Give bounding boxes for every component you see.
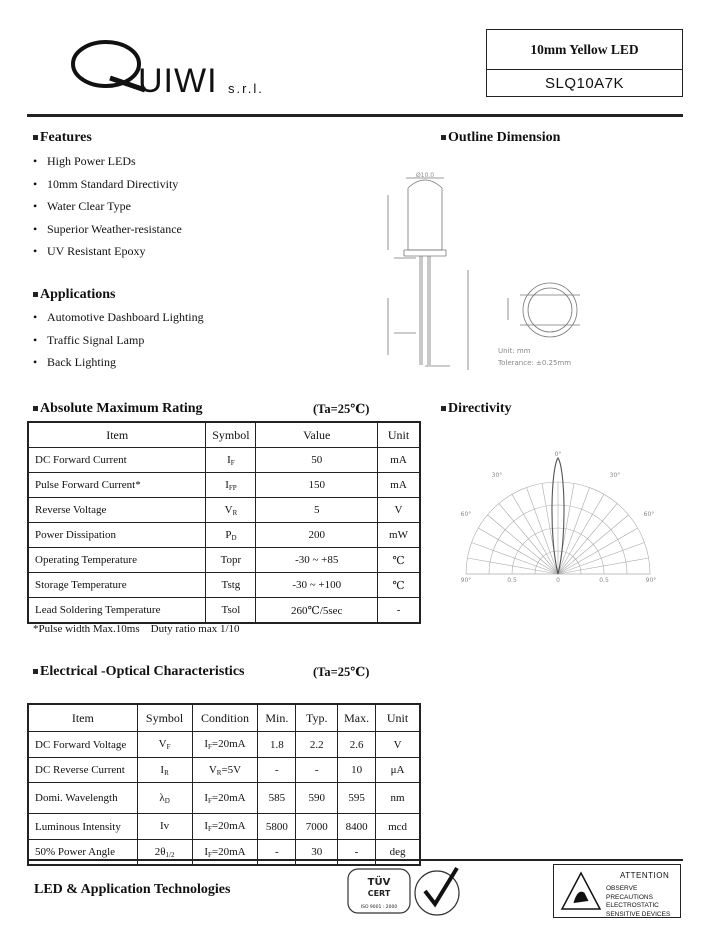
- table-row: [29, 840, 420, 865]
- list-item: • Automotive Dashboard Lighting: [33, 310, 204, 324]
- cell-item: Pulse Forward Current*: [29, 473, 206, 498]
- cell-unit: deg: [376, 840, 420, 865]
- cell-typ: 30: [296, 840, 338, 865]
- table-row: [29, 573, 420, 598]
- table-row: [29, 814, 420, 840]
- cell-symbol: $2\theta_{1/2}$: [137, 840, 192, 865]
- section-bullet-icon: [33, 135, 38, 140]
- cell-typ: 590: [296, 783, 338, 814]
- angle-label: 60°: [643, 511, 655, 518]
- cell-unit: mcd: [376, 814, 420, 840]
- cell-symbol: $I_F$: [206, 448, 256, 473]
- attention-line: OBSERVE PRECAUTIONS: [606, 885, 653, 901]
- cell-max: 8400: [338, 814, 376, 840]
- cell-max: -: [338, 840, 376, 865]
- list-item: • UV Resistant Epoxy: [33, 244, 146, 258]
- cell-symbol: $V_R$: [206, 498, 256, 523]
- cell-max: 595: [338, 783, 376, 814]
- cell-value: 50: [256, 448, 378, 473]
- attention-text: [606, 885, 680, 919]
- cell-symbol: $I_{FP}$: [206, 473, 256, 498]
- eo-heading: Electrical -Optical Characteristics: [33, 664, 244, 680]
- column-header: Symbol: [206, 423, 256, 448]
- attention-title: ATTENTION: [620, 871, 670, 880]
- cell-max: 2.6: [338, 732, 376, 758]
- cell-value: 5: [256, 498, 378, 523]
- cell-symbol: Tstg: [206, 573, 256, 598]
- column-header: Symbol: [137, 705, 192, 732]
- table-row: [29, 732, 420, 758]
- cell-item: Lead Soldering Temperature: [29, 598, 206, 623]
- cell-symbol: Iv: [137, 814, 192, 840]
- list-item: • High Power LEDs: [33, 154, 136, 168]
- angle-label: 30°: [491, 472, 503, 479]
- eo-condition: (Ta=25℃): [313, 665, 370, 679]
- list-item: • Back Lighting: [33, 355, 116, 369]
- column-header: Item: [29, 423, 206, 448]
- cell-value: -30 ~ +85: [256, 548, 378, 573]
- logo-suffix: s.r.l.: [228, 81, 264, 96]
- header-rule: [27, 114, 683, 117]
- axis-label: 0.5: [507, 577, 517, 584]
- table-row: [29, 473, 420, 498]
- dim-label: Ø10.0: [415, 172, 435, 179]
- cell-unit: μA: [376, 758, 420, 783]
- applications-list: [33, 306, 204, 374]
- cell-condition: $I_F=20mA$: [192, 732, 258, 758]
- abs-max-table: [27, 421, 421, 624]
- cell-unit: -: [378, 598, 420, 623]
- list-item: • Water Clear Type: [33, 199, 131, 213]
- part-number: SLQ10A7K: [544, 75, 625, 92]
- section-bullet-icon: [441, 135, 446, 140]
- column-header: Condition: [192, 705, 258, 732]
- abs-max-condition: (Ta=25℃): [313, 402, 370, 416]
- cell-item: Storage Temperature: [29, 573, 206, 598]
- table-row: [29, 548, 420, 573]
- table-header-row: [29, 423, 420, 448]
- cell-min: 585: [258, 783, 296, 814]
- cell-item: Domi. Wavelength: [29, 783, 138, 814]
- table-row: [29, 448, 420, 473]
- cell-min: 1.8: [258, 732, 296, 758]
- cell-unit: V: [376, 732, 420, 758]
- logo-word: UIWI: [138, 62, 218, 100]
- cell-item: 50% Power Angle: [29, 840, 138, 865]
- company-line: LED & Application Technologies: [34, 882, 231, 897]
- features-heading: Features: [33, 130, 92, 146]
- cell-item: DC Reverse Current: [29, 758, 138, 783]
- column-header: Unit: [378, 423, 420, 448]
- cell-item: Operating Temperature: [29, 548, 206, 573]
- cell-unit: nm: [376, 783, 420, 814]
- cell-unit: ℃: [378, 548, 420, 573]
- axis-label: 90°: [460, 577, 472, 584]
- column-header: Typ.: [296, 705, 338, 732]
- tuv-text: TÜV: [367, 877, 391, 888]
- tolerance-label: Tolerance: ±0.25mm: [498, 359, 572, 367]
- table-row: [29, 523, 420, 548]
- section-bullet-icon: [441, 406, 446, 411]
- footer-rule: [27, 859, 683, 861]
- cell-symbol: Topr: [206, 548, 256, 573]
- cell-value: 200: [256, 523, 378, 548]
- column-header: Max.: [338, 705, 376, 732]
- list-item: • Traffic Signal Lamp: [33, 332, 145, 347]
- cell-min: -: [258, 758, 296, 783]
- table-row: [29, 498, 420, 523]
- angle-label: 0°: [554, 451, 562, 458]
- cell-item: DC Forward Current: [29, 448, 206, 473]
- cell-unit: V: [378, 498, 420, 523]
- esd-attention-box: [553, 864, 681, 918]
- footnote: *Pulse width Max.10ms Duty ratio max 1/10: [33, 623, 240, 635]
- cell-item: Reverse Voltage: [29, 498, 206, 523]
- table-row: [29, 598, 420, 623]
- angle-label: 60°: [460, 511, 472, 518]
- directivity-heading: Directivity: [441, 401, 512, 417]
- cell-unit: ℃: [378, 573, 420, 598]
- cell-symbol: $P_D$: [206, 523, 256, 548]
- table-header-row: [29, 705, 420, 732]
- cell-symbol: $\lambda_D$: [137, 783, 192, 814]
- attention-line: ELECTROSTATIC: [606, 902, 659, 909]
- eo-table: [27, 703, 421, 866]
- cell-condition: $I_F=20mA$: [192, 814, 258, 840]
- cell-value: 150: [256, 473, 378, 498]
- cell-symbol: Tsol: [206, 598, 256, 623]
- list-item: • 10mm Standard Directivity: [33, 176, 179, 191]
- features-list: [33, 150, 182, 263]
- column-header: Unit: [376, 705, 420, 732]
- cell-typ: 2.2: [296, 732, 338, 758]
- product-title: 10mm Yellow LED: [487, 30, 682, 70]
- column-header: Item: [29, 705, 138, 732]
- outline-drawing: [380, 170, 590, 380]
- column-header: Value: [256, 423, 378, 448]
- table-row: [29, 758, 420, 783]
- abs-max-heading: Absolute Maximum Rating: [33, 401, 203, 417]
- iso-text: ISO 9001 : 2000: [360, 905, 398, 910]
- unit-label: Unit: mm: [498, 347, 531, 355]
- directivity-chart: [455, 448, 670, 588]
- cert-text: CERT: [367, 889, 391, 898]
- cell-value: -30 ~ +100: [256, 573, 378, 598]
- section-bullet-icon: [33, 406, 38, 411]
- cell-condition: $V_R=5V$: [192, 758, 258, 783]
- checkmark-icon: [425, 868, 457, 904]
- cell-condition: $I_F=20mA$: [192, 783, 258, 814]
- column-header: Min.: [258, 705, 296, 732]
- axis-label: 0: [556, 577, 560, 584]
- cell-item: Luminous Intensity: [29, 814, 138, 840]
- applications-heading: Applications: [33, 287, 115, 303]
- table-row: [29, 783, 420, 814]
- axis-label: 90°: [645, 577, 657, 584]
- cell-min: -: [258, 840, 296, 865]
- cell-item: Power Dissipation: [29, 523, 206, 548]
- axis-label: 0.5: [599, 577, 609, 584]
- attention-line: SENSITIVE DEVICES: [606, 910, 671, 918]
- cell-condition: $I_F=20mA$: [192, 840, 258, 865]
- esd-warning-icon: [560, 871, 602, 911]
- cell-unit: mA: [378, 448, 420, 473]
- certification-logos: [347, 866, 463, 918]
- cell-typ: -: [296, 758, 338, 783]
- section-bullet-icon: [33, 669, 38, 674]
- list-item: • Superior Weather-resistance: [33, 221, 182, 236]
- cell-min: 5800: [258, 814, 296, 840]
- cell-unit: mA: [378, 473, 420, 498]
- cell-symbol: $V_F$: [137, 732, 192, 758]
- section-bullet-icon: [33, 292, 38, 297]
- outline-heading: Outline Dimension: [441, 130, 560, 146]
- cell-unit: mW: [378, 523, 420, 548]
- cell-max: 10: [338, 758, 376, 783]
- angle-label: 30°: [609, 472, 621, 479]
- title-box: [486, 29, 683, 97]
- cell-symbol: $I_R$: [137, 758, 192, 783]
- cell-value: 260℃/5sec: [256, 598, 378, 623]
- cell-typ: 7000: [296, 814, 338, 840]
- cell-item: DC Forward Voltage: [29, 732, 138, 758]
